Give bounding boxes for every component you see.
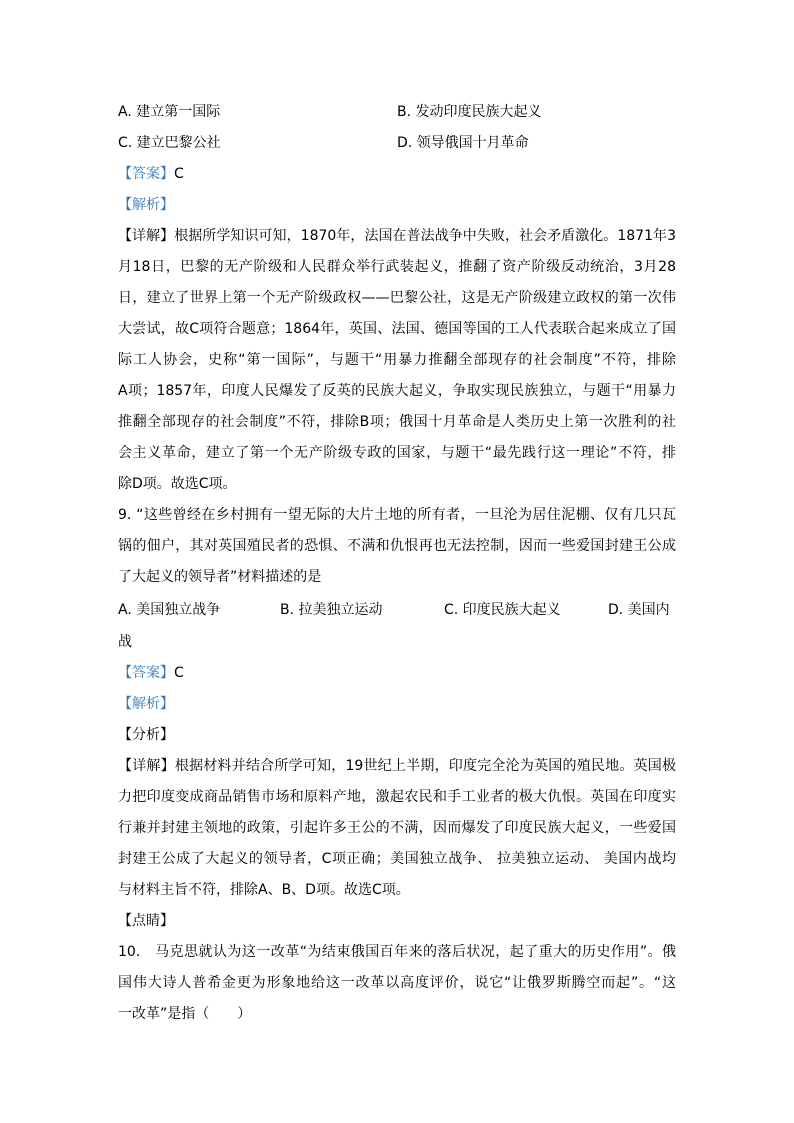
detail-text: 根据所学知识可知，1870年，法国在普法战争中失败，社会矛盾激化。1871年3 (174, 228, 676, 244)
q10-stem-line: 一改革”是指（ ） (118, 1006, 252, 1022)
q8-option-d: D. 领导俄国十月革命 (397, 135, 529, 151)
document-page (118, 97, 676, 1030)
answer-value: C (174, 665, 184, 681)
q9-detail-line: 封建王公成了大起义的领导者，C项正确；美国独立战争、 拉美独立运动、 美国内战均 (118, 851, 676, 867)
q8-option-c: C. 建立巴黎公社 (118, 135, 221, 151)
detail-text: 根据材料并结合所学可知，19世纪上半期，印度完全沦为英国的殖民地。英国极 (174, 758, 677, 774)
answer-label: 【答案】 (118, 665, 174, 681)
answer-value: C (174, 166, 184, 182)
q9-answer (118, 658, 676, 689)
q8-detail-line: A项；1857年，印度人民爆发了反英的民族大起义，争取实现民族独立，与题干“用暴力 (118, 383, 676, 399)
q9-option-b: B. 拉美独立运动 (280, 602, 383, 618)
answer-label: 【答案】 (118, 166, 174, 182)
q9-options-row (118, 593, 676, 627)
q8-detail-line: 月18日，巴黎的无产阶级和人民群众举行武装起义，推翻了资产阶级反动统治，3月28 (118, 259, 676, 275)
detail-label: 【详解】 (118, 228, 175, 244)
q8-detail-line: 推翻全部现存的社会制度”不符，排除B项；俄国十月革命是人类历史上第一次胜利的社 (118, 414, 676, 430)
q9-fenxi-label: 【分析】 (118, 727, 174, 743)
q9-option-c: C. 印度民族大起义 (444, 602, 561, 618)
q9-analysis-label: 【解析】 (118, 696, 174, 712)
q9-option-d-wrap: 战 (118, 634, 132, 650)
q9-detail-line: 与材料主旨不符，排除A、B、D项。故选C项。 (118, 882, 410, 898)
q8-detail-line: 际工人协会，史称“第一国际”，与题干“用暴力推翻全部现存的社会制度”不符，排除 (118, 352, 676, 368)
detail-label: 【详解】 (118, 758, 175, 774)
q9-stem-line: 了大起义的领导者”材料描述的是 (118, 569, 322, 585)
q8-answer (118, 159, 676, 190)
q8-detail-line: 日，建立了世界上第一个无产阶级政权——巴黎公社，这是无产阶级建立政权的第一次伟 (118, 290, 676, 306)
q9-option-d: D. 美国内 (608, 602, 670, 618)
q8-detail-line: 大尝试，故C项符合题意；1864年，英国、法国、德国等国的工人代表联合起来成立了国 (118, 321, 676, 337)
q8-detail-line (118, 221, 676, 252)
q8-options-row-2 (118, 128, 676, 159)
q8-detail-line: 除D项。故选C项。 (118, 476, 237, 492)
q8-option-a: A. 建立第一国际 (118, 104, 221, 120)
q9-stem-line: 9. “这些曾经在乡村拥有一望无际的大片土地的所有者，一旦沦为居住泥棚、仅有几只瓦 (118, 507, 676, 523)
q9-detail-line (118, 751, 676, 782)
q10-stem-line: 国伟大诗人普希金更为形象地给这一改革以高度评价，说它“让俄罗斯腾空而起”。“这 (118, 975, 676, 991)
q10-stem-line: 10. 马克思就认为这一改革“为结束俄国百年来的落后状况，起了重大的历史作用”。俄 (118, 944, 676, 960)
q8-detail-line: 会主义革命，建立了第一个无产阶级专政的国家，与题干“最先践行这一理论”不符，排 (118, 445, 676, 461)
q9-detail-line: 力把印度变成商品销售市场和原料产地，激起农民和手工业者的极大仇恨。英国在印度实 (118, 789, 676, 805)
q9-option-a: A. 美国独立战争 (118, 602, 221, 618)
q9-detail-line: 行兼并封建主领地的政策，引起许多王公的不满，因而爆发了印度民族大起义，一些爱国 (118, 820, 676, 836)
q9-dianjing-label: 【点睛】 (118, 913, 174, 929)
q8-option-b: B. 发动印度民族大起义 (397, 104, 542, 120)
q9-stem-line: 锅的佃户，其对英国殖民者的恐惧、不满和仇恨再也无法控制，因而一些爱国封建王公成 (118, 538, 676, 554)
q8-options-row-1 (118, 97, 676, 128)
q8-analysis-label: 【解析】 (118, 197, 174, 213)
